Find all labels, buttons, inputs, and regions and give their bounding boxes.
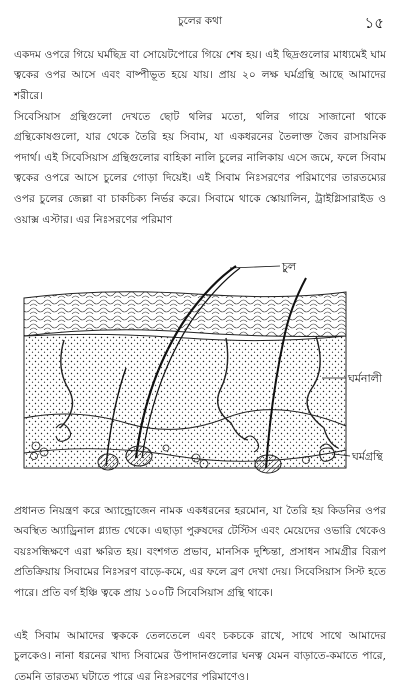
paragraph-4: এই সিবাম আমাদের ত্বককে তেলতেলে এবং চকচকে রাখে, সাথে সাথে আমাদের চুলকেও। নানা ধরনের খাদ্য সিবামের উপাদানগুলোর ঘনত্ব যেমন বাড়াতে-কমাতে পারে, তেমনি তারতম্য ঘটাতে পারে এর নিঃসরণের পরিমাণেও। [14, 629, 386, 683]
skin-cross-section-illustration [16, 258, 388, 488]
page-number: ১৫ [364, 14, 384, 32]
paragraph-3: প্রধানত নিয়ন্ত্রণ করে অ্যান্ড্রোজেন নামক একধরনের হরমোন, যা তৈরি হয় কিডনির ওপর অবস্থিত অ্যাড্রিনাল গ্ল্যান্ড থেকে। এছাড়া পুরুষদের টেস্টিস এবং মেয়েদের ওভারি থেকেও বয়ঃসন্ধিক্ষণে এরা ক্ষরিত হয়। বংশগত প্রভাব, মানসিক দুশ্চিন্তা, প্রসাধন সামগ্রীর বিরূপ প্রতিক্রিয়ায় সিবামের নিঃসরণ বাড়ে-কমে, এর ফলে ব্রণ দেখা দেয়। সিবেসিয়াস সিস্ট হতে পারে। প্রতি বর্গ ইঞ্চি ত্বকে প্রায় ১০০টি সিবেসিয়াস গ্রন্থি থাকে। [14, 504, 386, 599]
page-header [0, 14, 400, 30]
label-sweat-duct: ঘর্মনালী [348, 372, 383, 385]
paragraph-2: সিবেসিয়াস গ্রন্থিগুলো দেখতে ছোট থলির মতো, থলির গায়ে সাজানো থাকে গ্রন্থিকোষগুলো, যার থেকে তৈরি হয় সিবাম, যা একধরনের তৈলাক্ত জৈব রাসায়নিক পদার্থ। এই সিবেসিয়াস গ্রন্থিগুলোর বাহিকা নালি চুলের নালিকায় এসে জমে, ফলে সিবাম ত্বকের ওপরে আসে চুলের গোড়া দিয়েই। এই সিবাম নিঃসরণের পরিমাণের তারতম্যের ওপর চুলের জেল্লা বা চাকচিক্য নির্ভর করে। সিবামে থাকে স্কোয়ালিন, ট্রাইগ্লিসারাইড ও ওয়াক্স এস্টার। এর নিঃসরণের পরিমাণ [14, 110, 386, 226]
running-title: চুলের কথা [177, 15, 222, 27]
paragraph-1: একদম ওপরে গিয়ে ঘর্মছিদ্র বা সোয়েটপোরে গিয়ে শেষ হয়। এই ছিদ্রগুলোর মাধ্যমেই ঘাম ত্বকের ওপর আসে এবং বাষ্পীভূত হয়ে যায়। প্রায় ২০ লক্ষ ঘর্মগ্রন্থি আছে আমাদের শরীরে। [14, 48, 386, 102]
label-hair: চুল [282, 260, 297, 273]
label-sweat-gland: ঘর্মগ্রন্থি [352, 450, 383, 463]
